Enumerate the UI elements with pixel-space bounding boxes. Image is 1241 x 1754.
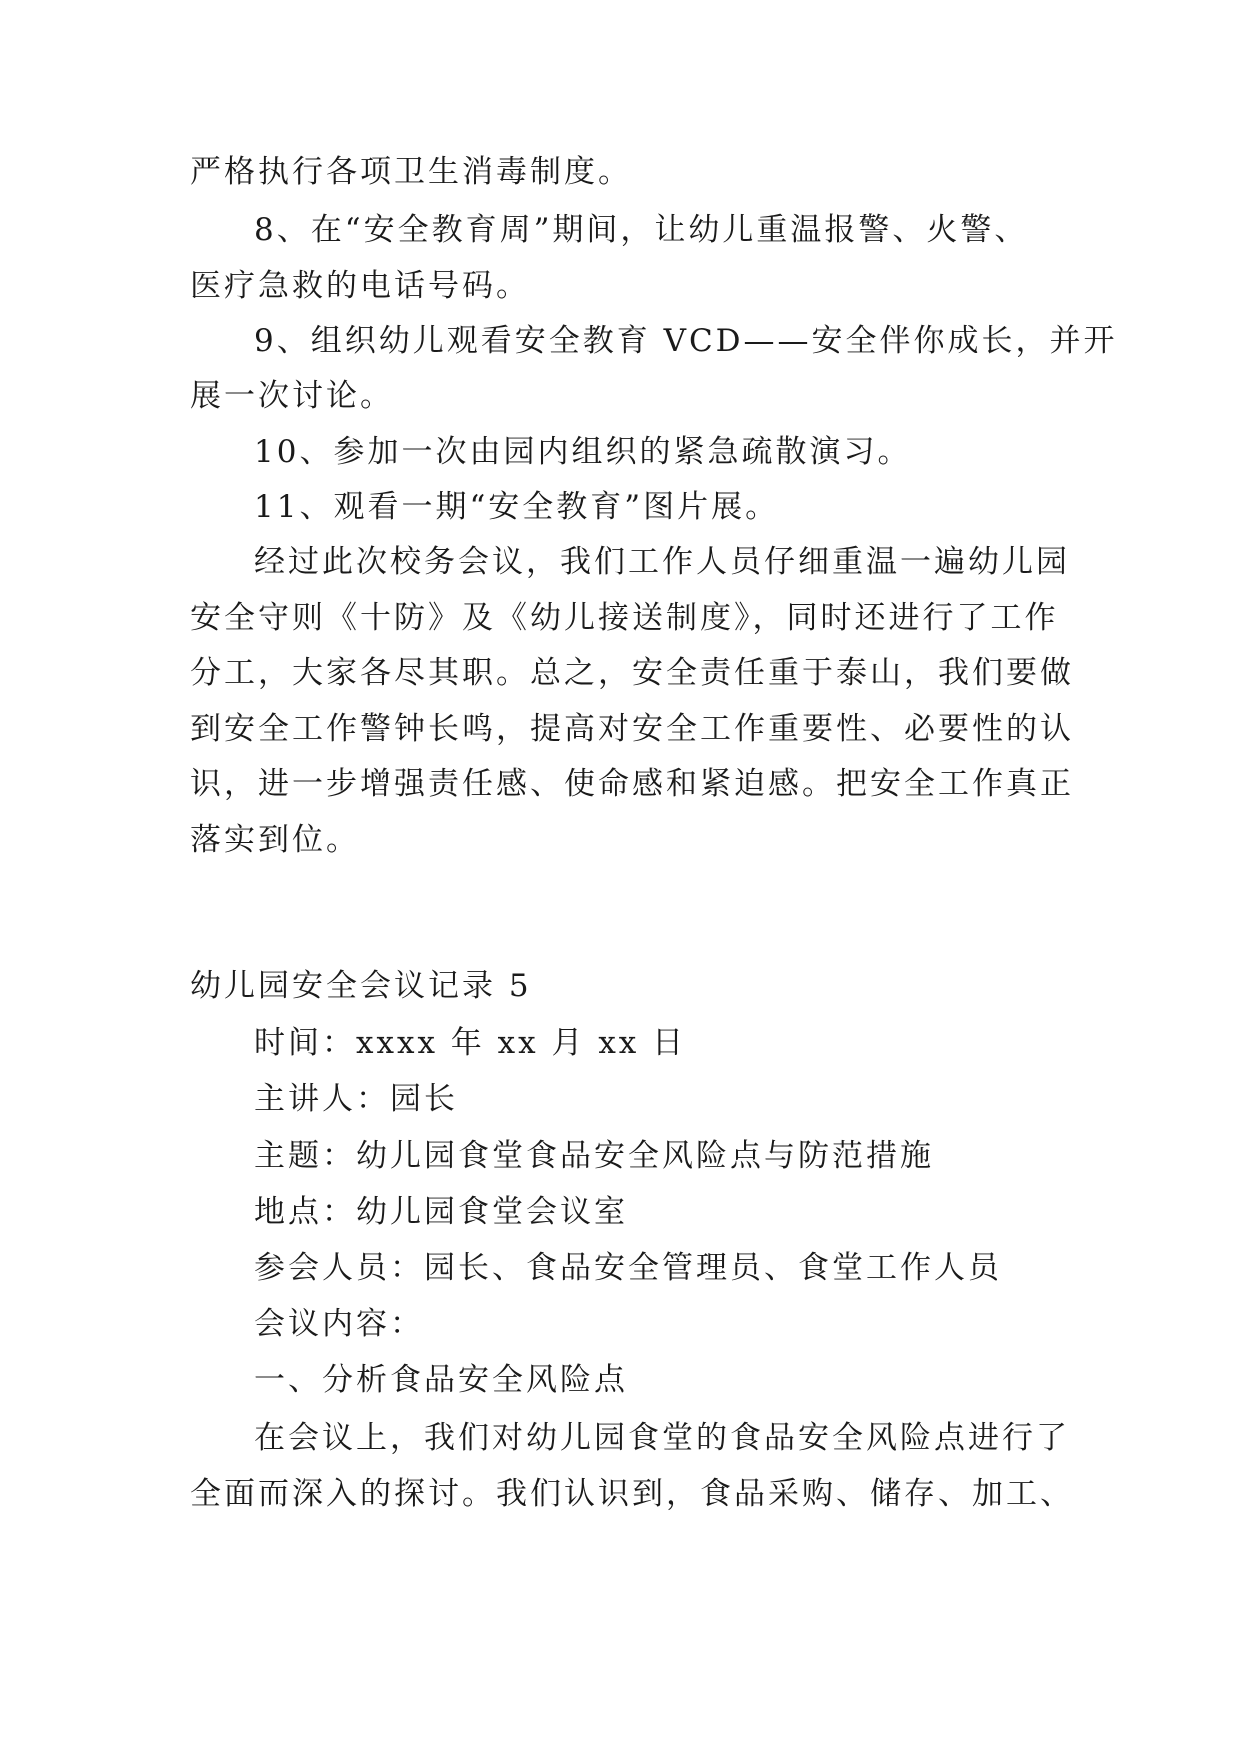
paragraph-line: 展一次讨论。 [190,378,394,414]
meeting-content-label: 会议内容： [254,1306,424,1342]
paragraph-line: 全面而深入的探讨。我们认识到，食品采购、储存、加工、 [190,1476,1074,1512]
paragraph-line: 安全守则《十防》及《幼儿接送制度》，同时还进行了工作 [190,600,1059,636]
list-item-10: 10、参加一次由园内组织的紧急疏散演习。 [254,434,912,470]
meeting-attendees: 参会人员：园长、食品安全管理员、食堂工作人员 [254,1250,1002,1286]
paragraph-line: 分工，大家各尽其职。总之，安全责任重于泰山，我们要做 [190,655,1074,691]
paragraph-line: 严格执行各项卫生消毒制度。 [190,154,632,190]
paragraph-line: 到安全工作警钟长鸣，提高对安全工作重要性、必要性的认 [190,711,1074,747]
paragraph-line: 医疗急救的电话号码。 [190,268,530,304]
list-item-9: 9、组织幼儿观看安全教育 VCD——安全伴你成长，并开 [254,323,1118,359]
meeting-speaker: 主讲人：园长 [254,1081,458,1117]
meeting-time: 时间：xxxx 年 xx 月 xx 日 [254,1025,687,1061]
paragraph-line: 识，进一步增强责任感、使命感和紧迫感。把安全工作真正 [190,766,1074,802]
paragraph-line: 经过此次校务会议，我们工作人员仔细重温一遍幼儿园 [254,544,1070,580]
subsection-heading: 一、分析食品安全风险点 [254,1362,628,1398]
meeting-location: 地点：幼儿园食堂会议室 [254,1194,628,1230]
section-title: 幼儿园安全会议记录 5 [190,968,532,1004]
meeting-topic: 主题：幼儿园食堂食品安全风险点与防范措施 [254,1138,934,1174]
list-item-8: 8、在“安全教育周”期间，让幼儿重温报警、火警、 [254,212,1029,248]
paragraph-line: 落实到位。 [190,822,360,858]
paragraph-line: 在会议上，我们对幼儿园食堂的食品安全风险点进行了 [254,1420,1070,1456]
list-item-11: 11、观看一期“安全教育”图片展。 [254,489,780,525]
